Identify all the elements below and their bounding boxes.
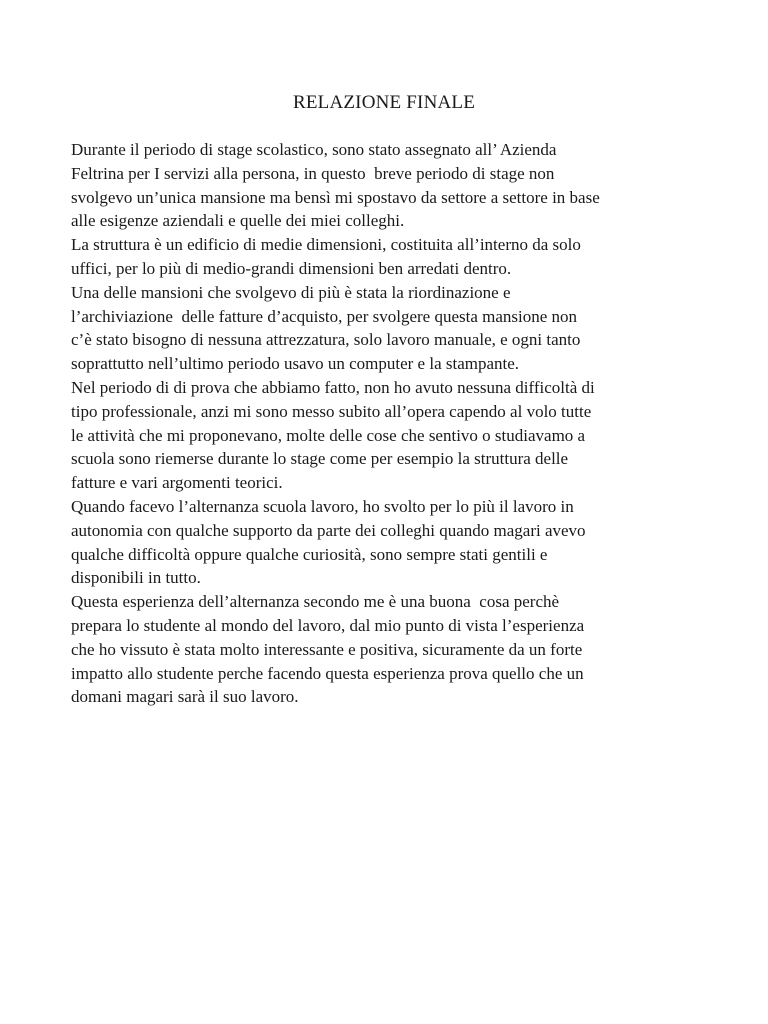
body-line: Feltrina per I servizi alla persona, in questo breve periodo di stage non xyxy=(71,163,555,183)
body-line: soprattutto nell’ultimo periodo usavo un computer e la stampante. xyxy=(71,354,520,374)
document-title: RELAZIONE FINALE xyxy=(292,92,476,113)
body-line: l’archiviazione delle fatture d’acquisto, per svolgere questa mansione non xyxy=(71,306,578,326)
body-line: le attività che mi proponevano, molte delle cose che sentivo o studiavamo a xyxy=(71,425,586,445)
document-body xyxy=(71,138,711,709)
body-line: Durante il periodo di stage scolastico, sono stato assegnato all’ Azienda xyxy=(71,140,557,159)
body-line: uffici, per lo più di medio-grandi dimensioni ben arredati dentro. xyxy=(71,258,512,278)
body-line: disponibili in tutto. xyxy=(71,568,201,588)
body-line: Una delle mansioni che svolgevo di più è stata la riordinazione e xyxy=(71,282,511,302)
body-line: Nel periodo di di prova che abbiamo fatto, non ho avuto nessuna difficoltà di xyxy=(71,377,595,397)
body-line: autonomia con qualche supporto da parte dei colleghi quando magari avevo xyxy=(71,520,586,540)
body-line: Questa esperienza dell’alternanza secondo me è una buona cosa perchè xyxy=(71,592,560,612)
body-line: c’è stato bisogno di nessuna attrezzatura, solo lavoro manuale, e ogni tanto xyxy=(71,330,581,350)
body-line: scuola sono riemerse durante lo stage come per esempio la struttura delle xyxy=(71,449,569,469)
body-line: qualche difficoltà oppure qualche curiosità, sono sempre stati gentili e xyxy=(71,544,548,564)
body-line: fatture e vari argomenti teorici. xyxy=(71,473,283,493)
body-line: impatto allo studente perche facendo questa esperienza prova quello che un xyxy=(71,663,584,683)
body-line: tipo professionale, anzi mi sono messo subito all’opera capendo al volo tutte xyxy=(71,401,592,421)
body-line: prepara lo studente al mondo del lavoro, dal mio punto di vista l’esperienza xyxy=(71,615,585,635)
body-line: alle esigenze aziendali e quelle dei miei colleghi. xyxy=(71,211,405,231)
body-line: svolgevo un’unica mansione ma bensì mi spostavo da settore a settore in base xyxy=(71,187,600,207)
body-line: Quando facevo l’alternanza scuola lavoro, ho svolto per lo più il lavoro in xyxy=(71,496,574,516)
body-line: La struttura è un edificio di medie dimensioni, costituita all’interno da solo xyxy=(71,235,581,255)
body-line: domani magari sarà il suo lavoro. xyxy=(71,687,299,707)
body-line: che ho vissuto è stata molto interessante e positiva, sicuramente da un forte xyxy=(71,639,583,659)
